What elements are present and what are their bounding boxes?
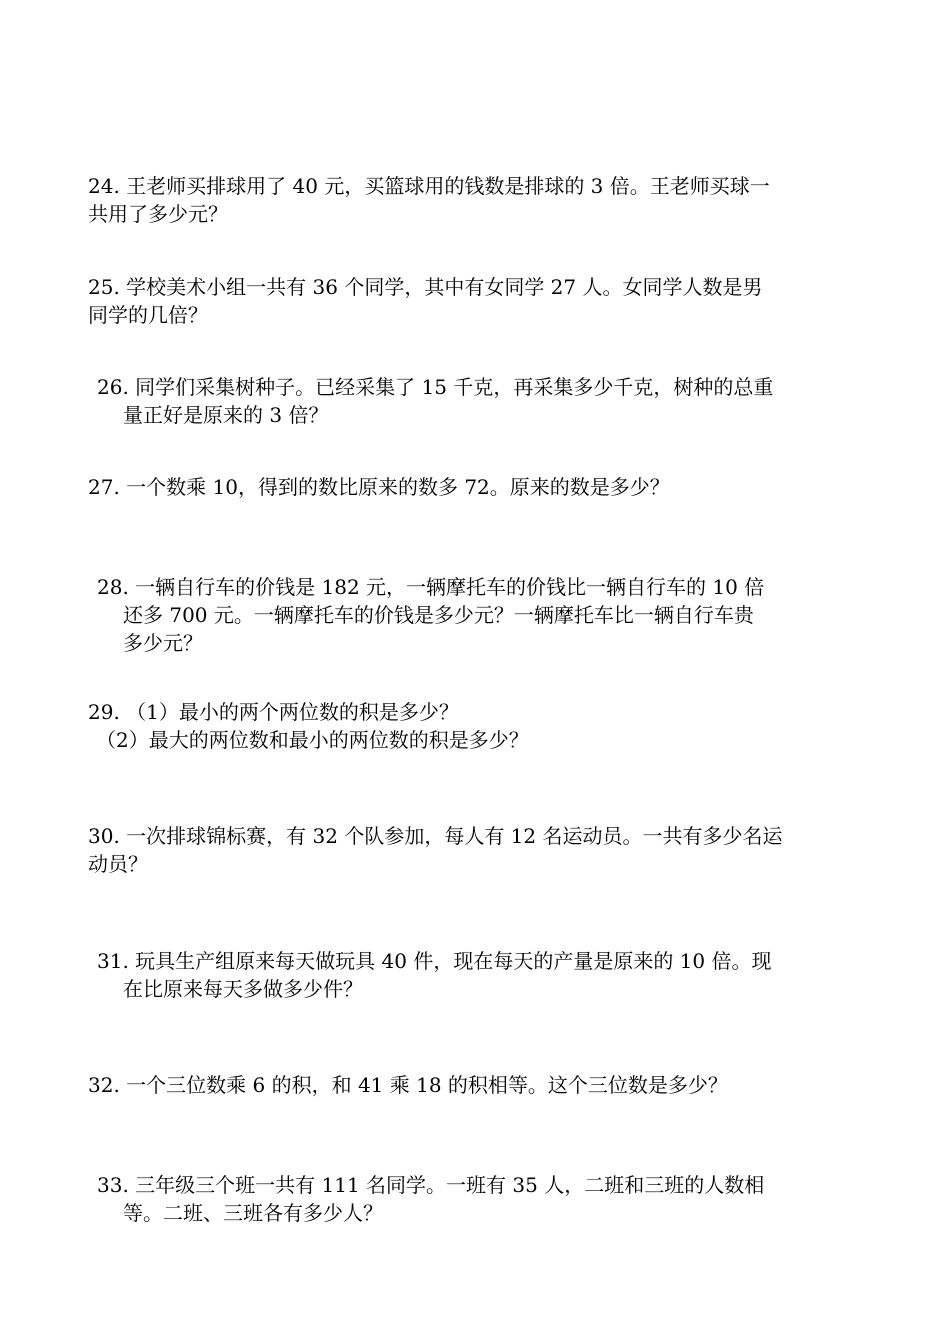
question-24 [88,172,770,228]
question-25-line-1: 25. 学校美术小组一共有 36 个同学，其中有女同学 27 人。女同学人数是男 [88,275,763,299]
question-33-line-1: 33. 三年级三个班一共有 111 名同学。一班有 35 人，二班和三班的人数相 [97,1173,765,1197]
question-28-line-3: 多少元？ [123,631,203,655]
question-31-line-1: 31. 玩具生产组原来每天做玩具 40 件，现在每天的产量是原来的 10 倍。现 [97,949,772,973]
question-26-line-1: 26. 同学们采集树种子。已经采集了 15 千克，再采集多少千克，树种的总重 [97,375,774,399]
question-29-line-2: （2）最大的两位数和最小的两位数的积是多少？ [96,728,529,752]
question-25 [88,273,763,329]
question-28 [97,573,764,657]
question-26-line-2: 量正好是原来的 3 倍？ [123,403,329,427]
question-29-line-1: 29. （1）最小的两个两位数的积是多少？ [88,700,459,724]
question-30-line-2: 动员？ [88,852,148,876]
question-31-line-2: 在比原来每天多做多少件？ [123,977,363,1001]
question-32 [88,1071,728,1099]
question-27-line-1: 27. 一个数乘 10，得到的数比原来的数多 72。原来的数是多少？ [88,475,670,499]
question-30-line-1: 30. 一次排球锦标赛，有 32 个队参加，每人有 12 名运动员。一共有多少名运 [88,824,783,848]
question-27 [88,473,670,501]
question-30 [88,822,783,878]
question-29 [88,698,529,754]
question-28-line-2: 还多 700 元。一辆摩托车的价钱是多少元？一辆摩托车比一辆自行车贵 [123,603,754,627]
question-25-line-2: 同学的几倍？ [88,303,208,327]
question-33 [97,1171,764,1227]
question-28-line-1: 28. 一辆自行车的价钱是 182 元，一辆摩托车的价钱比一辆自行车的 10 倍 [97,575,765,599]
question-32-line-1: 32. 一个三位数乘 6 的积，和 41 乘 18 的积相等。这个三位数是多少？ [88,1073,728,1097]
question-26 [97,373,773,429]
question-33-line-2: 等。二班、三班各有多少人？ [123,1201,383,1225]
question-24-line-2: 共用了多少元？ [88,202,228,226]
question-31 [97,947,772,1003]
question-24-line-1: 24. 王老师买排球用了 40 元，买篮球用的钱数是排球的 3 倍。王老师买球一 [88,174,770,198]
